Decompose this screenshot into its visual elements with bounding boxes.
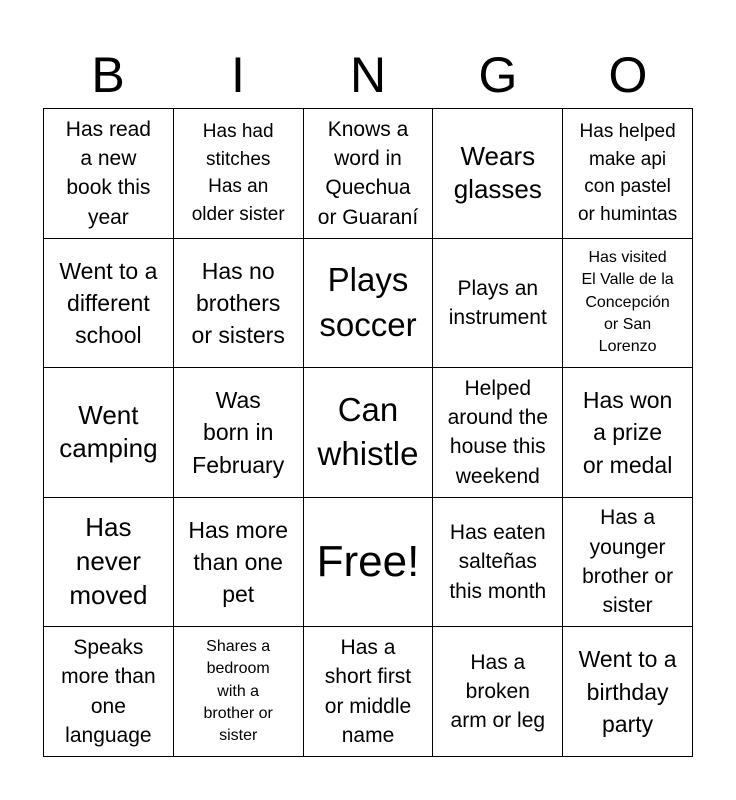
header-letter-b: B: [91, 47, 125, 103]
cell-text: Has visited El Valle de la Concepción or San Lorenzo: [581, 248, 674, 356]
bingo-cell[interactable]: [304, 368, 434, 498]
cell-text: Can whistle: [317, 390, 419, 473]
cell-text: Plays soccer: [319, 261, 417, 343]
bingo-cell[interactable]: [174, 368, 304, 498]
bingo-cell[interactable]: [563, 627, 693, 757]
bingo-cell[interactable]: [433, 498, 563, 628]
cell-text: Speaks more than one language: [61, 635, 156, 748]
cell-text: Helped around the house this weekend: [447, 376, 548, 488]
free-space-text: Free!: [316, 536, 420, 586]
cell-text: Shares a bedroom with a brother or sister: [203, 637, 273, 745]
bingo-header: [43, 42, 693, 108]
bingo-cell[interactable]: [44, 368, 174, 498]
cell-text: Went to a different school: [59, 257, 158, 348]
cell-text: Has helped make api con pastel or humintas: [577, 121, 678, 225]
bingo-cell[interactable]: [174, 627, 304, 757]
header-letter-g: G: [478, 47, 518, 103]
cell-text: Knows a word in Quechua or Guaraní: [317, 117, 419, 229]
bingo-free-space[interactable]: [304, 498, 434, 628]
cell-text: Went camping: [59, 399, 158, 464]
cell-text: Has won a prize or medal: [582, 387, 673, 478]
cell-text: Has more than one pet: [188, 516, 289, 608]
cell-text: Has a short first or middle name: [324, 635, 412, 748]
bingo-cell[interactable]: [44, 109, 174, 239]
bingo-cell[interactable]: [304, 627, 434, 757]
cell-text: Has read a new book this year: [65, 117, 151, 229]
bingo-cell[interactable]: [563, 239, 693, 369]
bingo-board: [43, 108, 693, 757]
cell-text: Went to a birthday party: [578, 646, 677, 737]
bingo-cell[interactable]: [44, 627, 174, 757]
bingo-cell[interactable]: [174, 239, 304, 369]
cell-text: Has a broken arm or leg: [450, 650, 546, 733]
cell-text: Was born in February: [192, 387, 285, 478]
bingo-cell[interactable]: [433, 109, 563, 239]
cell-text: Plays an instrument: [448, 276, 547, 329]
header-letter-i: I: [231, 47, 245, 103]
cell-text: Has eaten salteñas this month: [449, 521, 547, 603]
bingo-cell[interactable]: [44, 239, 174, 369]
header-letter-n: N: [349, 47, 387, 103]
cell-text: Wears glasses: [453, 140, 542, 205]
bingo-cell[interactable]: [563, 498, 693, 628]
cell-text: Has a younger brother or sister: [582, 506, 674, 618]
bingo-cell[interactable]: [433, 239, 563, 369]
bingo-cell[interactable]: [563, 109, 693, 239]
bingo-cell[interactable]: [174, 109, 304, 239]
cell-text: Has no brothers or sisters: [191, 257, 285, 348]
bingo-cell[interactable]: [304, 109, 434, 239]
bingo-cell[interactable]: [433, 627, 563, 757]
bingo-cell[interactable]: [304, 239, 434, 369]
bingo-cell[interactable]: [433, 368, 563, 498]
bingo-cell[interactable]: [44, 498, 174, 628]
cell-text: Has never moved: [69, 512, 148, 610]
header-letter-o: O: [608, 47, 648, 103]
bingo-cell[interactable]: [174, 498, 304, 628]
cell-text: Has had stitches Has an older sister: [191, 121, 285, 225]
bingo-cell[interactable]: [563, 368, 693, 498]
